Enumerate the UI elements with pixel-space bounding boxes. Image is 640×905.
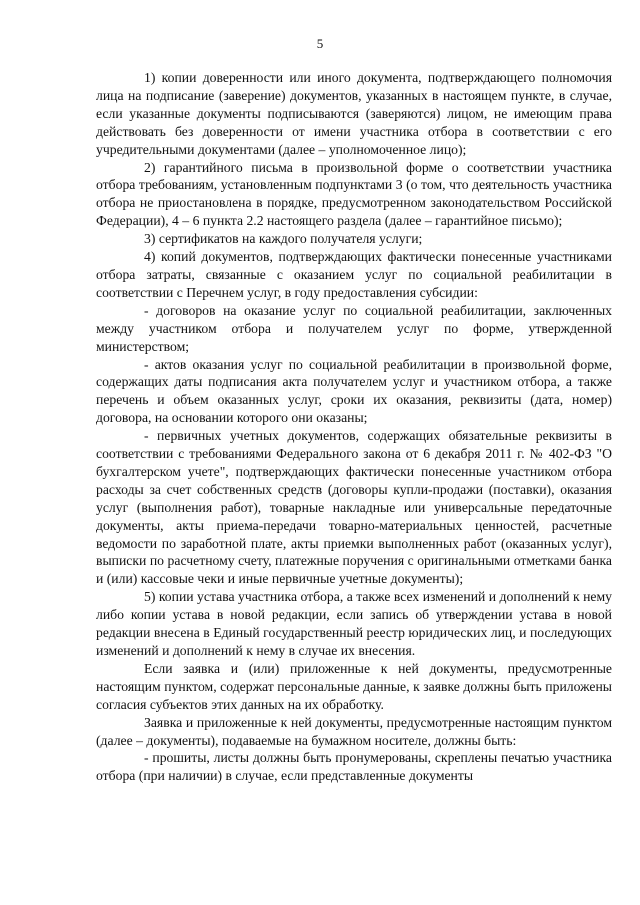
paragraph-paper-submission: Заявка и приложенные к ней документы, предусмотренные настоящим пунктом (далее – документы), подаваемые на бумажном носителе, должны быть: <box>96 714 612 748</box>
paragraph-item-1-power-of-attorney: 1) копии доверенности или иного документа, подтверждающего полномочия лица на подписание (заверение) документов, указанных в настоящем пункте, в случае, если указанные документы подписываются (заверяются) лицом, не имеющим права действовать без доверенности от имени участника отбора в соответствии с его учредительными документами (далее – уполномоченное лицо); <box>96 70 612 157</box>
page-number: 5 <box>316 36 324 51</box>
paragraph-item-4-expense-documents: 4) копий документов, подтверждающих фактически понесенные участниками отбора затраты, связанные с оказанием услуг по социальной реабилитации в соответствии с Перечнем услуг, в году предоставления субсидии: <box>96 249 612 300</box>
paragraph-item-2-guarantee-letter: 2) гарантийного письма в произвольной форме о соответствии участника отбора требованиям, установленным подпунктами 3 (о том, что деятельность участника отбора не приостановлена в порядке, предусмотренном законодательством Российской Федерации), 4 – 6 пункта 2.2 настоящего раздела (далее – гарантийное письмо); <box>96 159 612 229</box>
paragraph-contracts: - договоров на оказание услуг по социальной реабилитации, заключенных между участником отбора и получателем услуг по форме, утвержденной министерством; <box>96 302 612 354</box>
paragraph-personal-data-consent: Если заявка и (или) приложенные к ней документы, предусмотренные настоящим пунктом, содержат персональные данные, к заявке должны быть приложены согласия субъектов этих данных на их обработку. <box>96 660 612 712</box>
paragraph-item-5-charter-copies: 5) копии устава участника отбора, а также всех изменений и дополнений к нему либо копии устава в новой редакции, если запись об утверждении устава в новой редакции внесена в Единый государственный реестр юридических лиц, и последующих изменений и дополнений к нему в случае их внесения. <box>96 589 612 658</box>
paragraph-primary-accounting-documents: - первичных учетных документов, содержащих обязательные реквизиты в соответствии с требованиями Федерального закона от 6 декабря 2011 г. № 402-ФЗ "О бухгалтерском учете", подтверждающих фактически понесенные участником отбора расходы за счет собственных средств (договоры купли-продажи (поставки), оказания услуг (выполнения работ), товарные накладные или универсальные передаточные документы, акты приема-передачи товарно-материальных ценностей, расчетные ведомости по заработной плате, акты приемки выполненных работ (оказанных услуг), выписки по расчетному счету, платежные поручения с оригинальными отметками банка и (или) кассовые чеки и иные первичные учетные документы); <box>96 428 612 587</box>
document-body <box>96 69 612 785</box>
paragraph-item-3-certificates: 3) сертификатов на каждого получателя услуги; <box>144 231 423 247</box>
paragraph-binding-requirements: - прошиты, листы должны быть пронумерованы, скреплены печатью участника отбора (при наличии) в случае, если представленные документы <box>96 750 612 784</box>
paragraph-service-acts: - актов оказания услуг по социальной реабилитации в произвольной форме, содержащих даты подписания акта получателем услуг и участником отбора, а также перечень и объем оказанных услуг, сроки их оказания, реквизиты (дата, номер) договора, на основании которого они оказаны; <box>96 356 612 426</box>
